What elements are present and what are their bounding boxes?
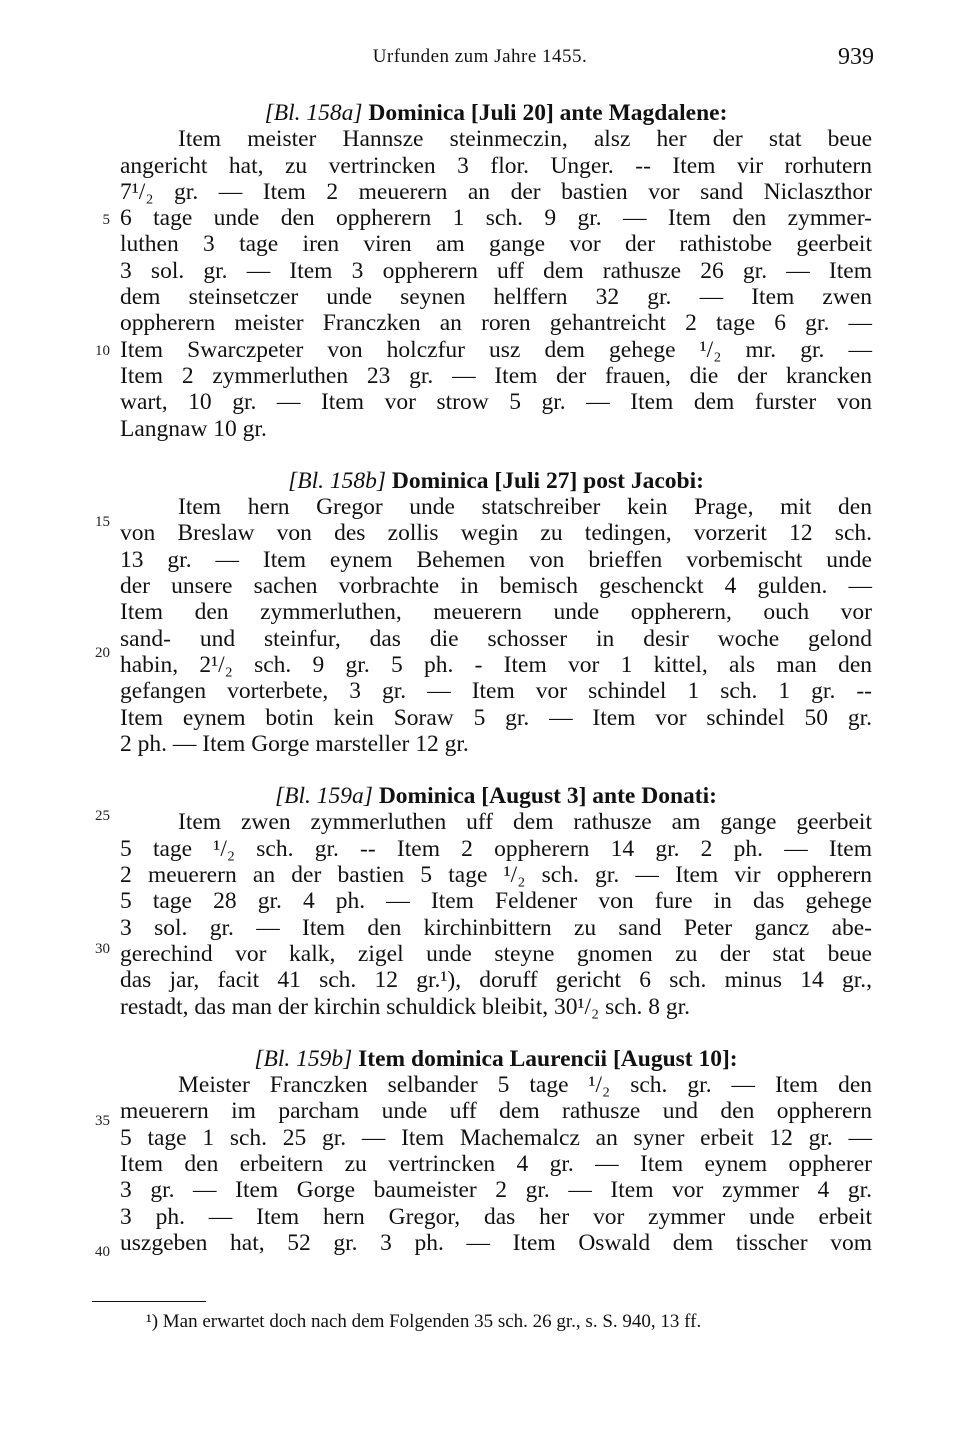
text-line: von Breslaw von des zollis wegin zu tedingen, vorzerit 12 sch.	[120, 520, 872, 547]
running-title: Urfunden zum Jahre 1455.	[372, 46, 588, 67]
text-line: der unsere sachen vorbrachte in bemisch geschenckt 4 gulden. —	[120, 573, 872, 600]
line-number: 5	[102, 212, 110, 228]
text-line: 6 tage unde den oppherern 1 sch. 9 gr. — Item den zymmer-	[120, 205, 872, 232]
line-number: 10	[95, 343, 110, 359]
text-line: luthen 3 tage iren viren am gange vor der rathistobe geerbeit	[120, 231, 872, 258]
text-line: Langnaw 10 gr.	[120, 415, 267, 442]
text-line: 7¹/₂ gr. — Item 2 meuerern an der bastien vor sand Niclaszthor	[120, 178, 872, 205]
folio-reference: [Bl. 159a]	[275, 783, 373, 810]
line-number: 15	[95, 514, 110, 530]
page-number: 939	[838, 44, 874, 70]
text-line: sand- und steinfur, das die schosser in desir woche gelond	[120, 625, 872, 652]
text-line: 5 tage ¹/₂ sch. gr. -- Item 2 oppherern 14 gr. 2 ph. — Item	[120, 835, 872, 862]
text-line: Item eynem botin kein Soraw 5 gr. — Item vor schindel 50 gr.	[120, 704, 872, 731]
text-line: 3 gr. — Item Gorge baumeister 2 gr. — Item vor zymmer 4 gr.	[120, 1177, 872, 1204]
footnote-marker: ¹)	[146, 1311, 159, 1332]
line-number: 40	[95, 1244, 110, 1260]
footnote-divider	[92, 1301, 206, 1302]
text-line: uszgeben hat, 52 gr. 3 ph. — Item Oswald dem tisscher vom	[120, 1229, 872, 1256]
folio-reference: [Bl. 158b]	[288, 467, 387, 494]
text-line: Item hern Gregor unde statschreiber kein Prage, mit den	[178, 494, 872, 521]
footnote-text: Man erwartet doch nach dem Folgenden 35 sch. 26 gr., s. S. 940, 13 ff.	[162, 1311, 702, 1332]
text-line: Item den erbeitern zu vertrincken 4 gr. — Item eynem oppherer	[120, 1150, 872, 1177]
text-line: Item 2 zymmerluthen 23 gr. — Item der frauen, die der krancken	[120, 362, 872, 389]
heading-text: Dominica [Juli 20] ante Magdalene:	[368, 100, 728, 126]
text-line: meuerern im parcham unde uff dem rathusze und den oppherern	[120, 1098, 872, 1125]
text-line: restadt, das man der kirchin schuldick bleibit, 30¹/₂ sch. 8 gr.	[120, 993, 690, 1020]
line-number: 20	[95, 645, 110, 661]
text-line: habin, 2¹/₂ sch. 9 gr. 5 ph. - Item vor 1 kittel, als man den	[120, 651, 872, 678]
text-line: Item zwen zymmerluthen uff dem rathusze am gange geerbeit	[178, 809, 872, 836]
text-line: Meister Franczken selbander 5 tage ¹/₂ sch. gr. — Item den	[178, 1072, 872, 1099]
section-heading	[120, 1046, 872, 1072]
text-line: gerechind vor kalk, zigel unde steyne gnomen zu der stat beue	[120, 940, 872, 967]
text-line: 2 ph. — Item Gorge marsteller 12 gr.	[120, 730, 469, 757]
main-text	[120, 100, 872, 1256]
text-line: dem steinsetczer unde seynen helffern 32 gr. — Item zwen	[120, 284, 872, 311]
text-line: 3 sol. gr. — Item den kirchinbittern zu sand Peter gancz abe-	[120, 914, 872, 941]
heading-text: Item dominica Laurencii [August 10]:	[358, 1045, 738, 1072]
text-line: 3 sol. gr. — Item 3 oppherern uff dem rathusze 26 gr. — Item	[120, 257, 872, 284]
text-line: 13 gr. — Item eynem Behemen von brieffen vorbemischt unde	[120, 546, 872, 573]
section-heading	[120, 100, 872, 126]
text-line: angericht hat, zu vertrincken 3 flor. Unger. -- Item vir rorhutern	[120, 152, 872, 179]
text-line: 5 tage 1 sch. 25 gr. — Item Machemalcz an syner erbeit 12 gr. —	[120, 1124, 872, 1151]
line-number: 25	[95, 808, 110, 824]
text-line: Item den zymmerluthen, meuerern unde oppherern, ouch vor	[120, 599, 872, 626]
folio-reference: [Bl. 159b]	[254, 1045, 353, 1072]
text-line: oppherern meister Franczken an roren gehantreicht 2 tage 6 gr. —	[120, 310, 872, 337]
text-line: 5 tage 28 gr. 4 ph. — Item Feldener von fure in das gehege	[120, 888, 872, 915]
folio-reference: [Bl. 158a]	[264, 100, 363, 126]
footnote	[146, 1308, 701, 1336]
line-number: 35	[95, 1113, 110, 1129]
text-line: gefangen vorterbete, 3 gr. — Item vor schindel 1 sch. 1 gr. --	[120, 678, 872, 705]
page-header	[0, 44, 960, 78]
text-line: 2 meuerern an der bastien 5 tage ¹/₂ sch. gr. — Item vir oppherern	[120, 862, 872, 889]
text-line: Item Swarczpeter von holczfur usz dem gehege ¹/₂ mr. gr. —	[120, 336, 872, 363]
text-line: das jar, facit 41 sch. 12 gr.¹), doruff gericht 6 sch. minus 14 gr.,	[120, 967, 872, 994]
text-line: Item meister Hannsze steinmeczin, alsz her der stat beue	[178, 126, 872, 153]
text-line: 3 ph. — Item hern Gregor, das her vor zymmer unde erbeit	[120, 1203, 872, 1230]
heading-text: Dominica [Juli 27] post Jacobi:	[391, 467, 704, 494]
line-number: 30	[95, 941, 110, 957]
text-line: wart, 10 gr. — Item vor strow 5 gr. — Item dem furster von	[120, 389, 872, 416]
section-heading	[120, 468, 872, 494]
heading-text: Dominica [August 3] ante Donati:	[378, 783, 717, 810]
section-heading	[120, 783, 872, 809]
